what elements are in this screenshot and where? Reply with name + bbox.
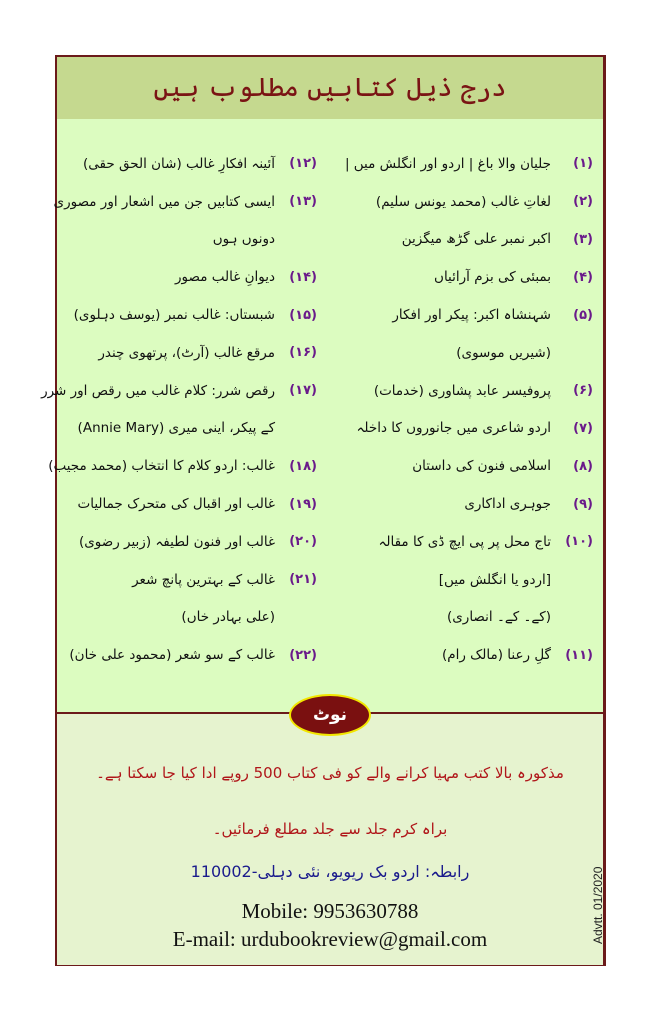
book-title: ایسی کتابیں جن میں اشعار اور مصوری <box>53 193 275 210</box>
note-payment-text: مذکورہ بالا کتب مہیا کرانے والے کو فی کتاب 500 روپے ادا کیا جا سکتا ہے۔ <box>96 764 564 782</box>
header-band <box>57 57 603 119</box>
book-list-item <box>338 296 593 334</box>
item-number: (۱۲) <box>289 156 317 172</box>
book-title: دیوانِ غالب مصور <box>175 269 275 286</box>
book-list-item <box>41 372 317 410</box>
book-title: آئینہ افکارِ غالب (شان الحق حقی) <box>83 155 275 172</box>
book-title: دونوں ہوں <box>212 231 275 248</box>
book-list-item <box>338 485 593 523</box>
book-list-item <box>62 145 317 183</box>
book-list-item <box>62 523 317 561</box>
item-number: (۲۲) <box>289 647 317 663</box>
book-title: اسلامی فنون کی داستان <box>412 458 551 475</box>
item-number: (۱۸) <box>289 458 317 474</box>
book-title: [اردو یا انگلش میں] <box>438 571 551 588</box>
item-number: (۱۰) <box>565 534 593 550</box>
book-list-right <box>338 145 593 674</box>
page-title: درج ذیل کتابیں مطلوب ہیں <box>153 73 507 103</box>
book-title: (علی بہادر خاں) <box>181 609 275 626</box>
book-list-item <box>338 183 593 221</box>
book-title: گلِ رعنا (مالک رام) <box>442 647 551 664</box>
item-number: (۶) <box>573 383 593 399</box>
book-title: غالب کے بہترین پانچ شعر <box>132 571 275 588</box>
book-list-item-continuation <box>62 410 317 448</box>
book-title: پروفیسر عابد پشاوری (خدمات) <box>373 382 551 399</box>
item-number: (۲) <box>573 194 593 210</box>
book-title: مرقع غالب (آرٹ)، پرتھوی چندر <box>98 344 275 361</box>
note-request-text: براہ کرم جلد سے جلد مطلع فرمائیں۔ <box>212 820 448 838</box>
item-number: (۱۹) <box>289 496 317 512</box>
item-number: (۱۷) <box>289 383 317 399</box>
item-number: (۷) <box>573 420 593 436</box>
book-list-item <box>338 636 593 674</box>
advt-code: Advtt. 01/2020 <box>591 866 605 944</box>
item-number: (۱۶) <box>289 345 317 361</box>
note-section <box>57 705 605 965</box>
book-title: تاج محل پر پی ایچ ڈی کا مقالہ <box>378 533 551 550</box>
book-title: غالب اور اقبال کی متحرک جمالیات <box>77 496 275 513</box>
book-list-item <box>62 561 317 599</box>
item-number: (۲۰) <box>289 534 317 550</box>
book-list-item <box>62 258 317 296</box>
book-list-item <box>338 447 593 485</box>
book-title: غالب اور فنون لطیفہ (زبیر رضوی) <box>78 533 275 550</box>
book-title: (کے۔ کے۔ انصاری) <box>446 609 551 626</box>
book-list-item-continuation <box>62 599 317 637</box>
item-number: (۱۳) <box>289 194 317 210</box>
book-title: جوہری اداکاری <box>464 496 551 513</box>
book-list-item <box>62 636 317 674</box>
book-list-item-continuation <box>62 221 317 259</box>
note-badge: نوٹ <box>289 694 371 736</box>
book-title: شہنشاہ اکبر: پیکر اور افکار <box>392 307 551 324</box>
item-number: (۹) <box>573 496 593 512</box>
book-list-item-continuation <box>338 334 593 372</box>
book-list-item <box>338 410 593 448</box>
book-list-item <box>62 485 317 523</box>
book-title: شبستاں: غالب نمبر (یوسف دہلوی) <box>73 307 275 324</box>
item-number: (۸) <box>573 458 593 474</box>
book-title: جلیان والا باغ | اردو اور انگلش میں | <box>344 155 551 172</box>
book-list-item <box>338 145 593 183</box>
book-title: لغاتِ غالب (محمد یونس سلیم) <box>375 193 551 210</box>
book-list-item <box>48 447 317 485</box>
book-list-item-continuation <box>338 561 593 599</box>
book-title: اکبر نمبر علی گڑھ میگزین <box>401 231 551 248</box>
mobile-number: Mobile: 9953630788 <box>241 899 419 923</box>
book-list-item <box>53 183 317 221</box>
book-title: کے پیکر، اینی میری (Annie Mary) <box>77 420 275 437</box>
contact-text: رابطہ: اردو بک ریویو، نئی دہلی-110002 <box>190 862 470 881</box>
book-list-left <box>41 145 317 674</box>
item-number: (۳) <box>573 231 593 247</box>
item-number: (۱۴) <box>289 269 317 285</box>
book-title: بمبئی کی بزم آرائیاں <box>434 269 551 286</box>
book-title: اردو شاعری میں جانوروں کا داخلہ <box>356 420 551 437</box>
item-number: (۲۱) <box>289 572 317 588</box>
book-list-item <box>62 296 317 334</box>
item-number: (۱۱) <box>565 647 593 663</box>
item-number: (۴) <box>573 269 593 285</box>
book-list-item <box>338 258 593 296</box>
item-number: (۱۵) <box>289 307 317 323</box>
book-title: (شیریں موسوی) <box>456 344 551 361</box>
book-title: رقص شرر: کلام غالب میں رقص اور شرر <box>41 382 275 399</box>
book-list-item <box>338 523 593 561</box>
book-list-item-continuation <box>338 599 593 637</box>
book-list-item <box>338 372 593 410</box>
book-title: غالب: اردو کلام کا انتخاب (محمد مجیب) <box>48 458 275 475</box>
book-list-item <box>62 334 317 372</box>
item-number: (۱) <box>573 156 593 172</box>
email-address: E-mail: urdubookreview@gmail.com <box>172 927 488 951</box>
advertisement-frame <box>41 55 606 966</box>
item-number: (۵) <box>573 307 593 323</box>
book-list-item <box>338 221 593 259</box>
book-title: غالب کے سو شعر (محمود علی خان) <box>69 647 275 664</box>
